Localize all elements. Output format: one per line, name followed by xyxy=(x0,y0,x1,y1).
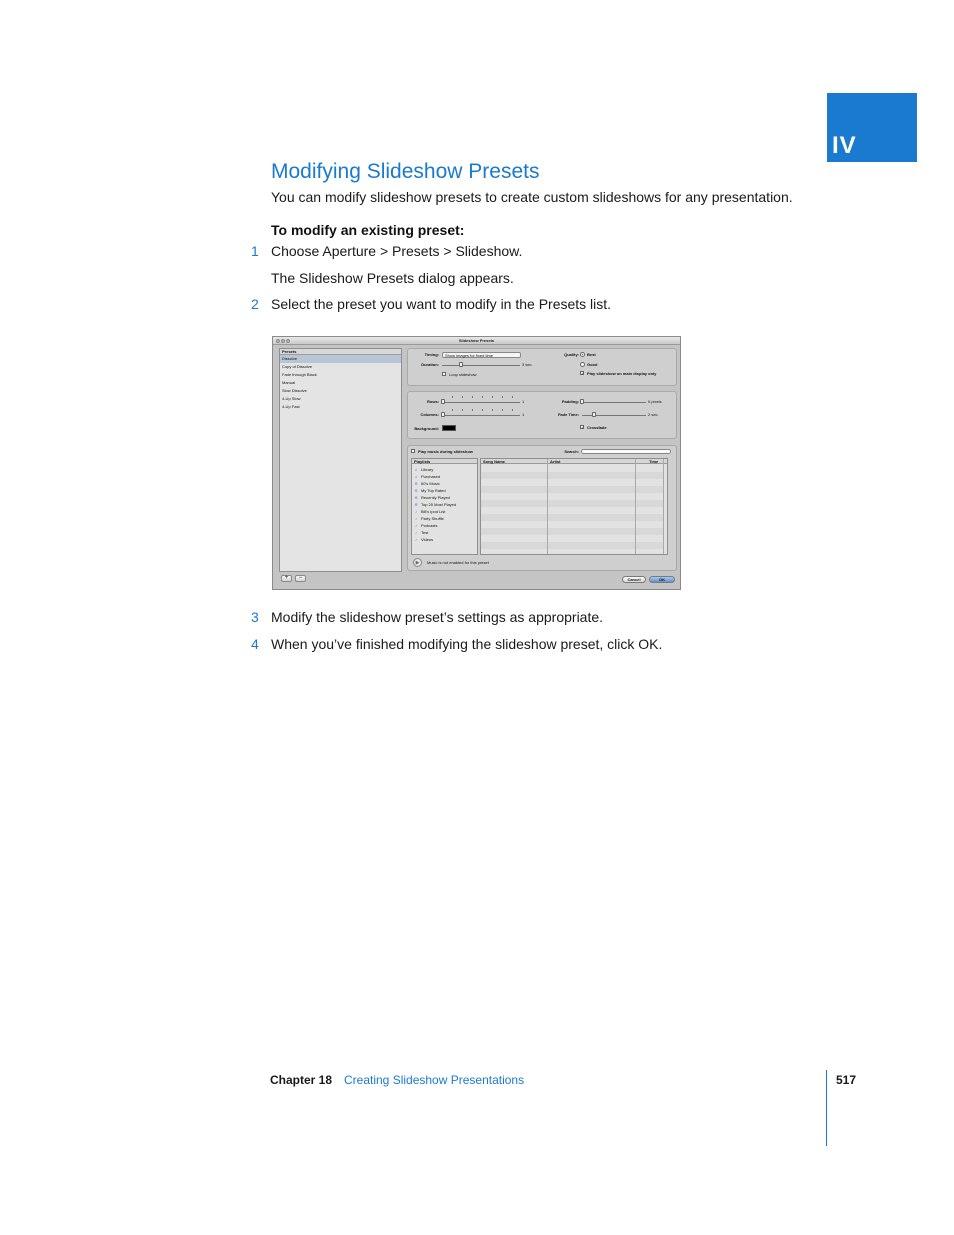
step-text: Select the preset you want to modify in the Presets list. xyxy=(271,296,612,312)
task-heading: To modify an existing preset: xyxy=(271,222,465,238)
playlist-name: My Top Rated xyxy=(421,488,446,493)
playlists-table xyxy=(411,458,478,555)
column-divider xyxy=(635,459,636,554)
footer-chapter: Chapter 18 xyxy=(270,1073,333,1087)
crossfade-label: Crossfade xyxy=(587,425,607,430)
smart-playlist-icon: ✲ xyxy=(414,502,418,507)
main-display-label: Play slideshow on main display only xyxy=(587,371,657,376)
intro-text: You can modify slideshow presets to create custom slideshows for any presentation. xyxy=(271,189,793,205)
slider-tick xyxy=(502,396,503,398)
time-column-header[interactable]: Time xyxy=(649,459,659,464)
dialog-title: Slideshow Presets xyxy=(458,338,495,343)
quality-best-radio[interactable] xyxy=(580,352,585,357)
preset-item[interactable]: Dissolve xyxy=(280,355,401,363)
step-number: 3 xyxy=(251,609,259,625)
dialog-titlebar xyxy=(273,337,680,345)
columns-label: Columns: xyxy=(420,412,439,417)
loop-checkbox[interactable] xyxy=(442,372,446,376)
step-text: When you’ve finished modifying the slideshow preset, click OK. xyxy=(271,636,663,652)
padding-slider-knob[interactable] xyxy=(580,399,584,404)
playlist-icon: ♪ xyxy=(415,509,417,514)
smart-playlist-icon: ✲ xyxy=(414,488,418,493)
duration-label: Duration: xyxy=(421,362,439,367)
playlists-header: Playlists xyxy=(412,459,477,464)
smart-playlist-icon: ✲ xyxy=(414,495,418,500)
timing-popup[interactable] xyxy=(442,352,521,358)
crossfade-checkbox[interactable]: ✓ xyxy=(581,425,585,430)
artist-column-header[interactable]: Artist xyxy=(550,459,561,464)
columns-slider[interactable] xyxy=(442,415,520,416)
presets-header: Presets xyxy=(280,349,401,355)
quality-good-radio[interactable] xyxy=(580,362,585,367)
songs-table xyxy=(480,458,668,555)
columns-slider-knob[interactable] xyxy=(441,412,445,417)
slider-tick xyxy=(452,409,453,411)
layout-panel xyxy=(407,391,677,439)
play-preview-button[interactable]: ▶ xyxy=(413,558,422,567)
preset-item[interactable]: Manual xyxy=(282,380,296,385)
slider-tick xyxy=(472,396,473,398)
playlist-name: 60's Music xyxy=(421,481,440,486)
rows-slider[interactable] xyxy=(442,402,520,403)
playlist-name: Videos xyxy=(421,537,434,542)
loop-label: Loop slideshow xyxy=(449,372,477,377)
music-panel xyxy=(407,445,677,571)
slider-tick xyxy=(452,396,453,398)
page-number: 517 xyxy=(836,1073,857,1087)
playlist-item[interactable] xyxy=(414,529,428,536)
playlist-item[interactable] xyxy=(414,536,433,543)
search-field[interactable] xyxy=(581,449,671,454)
background-color-well[interactable] xyxy=(442,425,456,431)
ok-button[interactable]: OK xyxy=(649,576,675,583)
quality-best-label: Best xyxy=(587,352,596,357)
fade-time-slider-knob[interactable] xyxy=(592,412,596,417)
play-music-checkbox[interactable] xyxy=(411,449,415,453)
column-divider xyxy=(547,459,548,554)
playlist-icon: ♪ xyxy=(415,523,417,528)
padding-value: 0 pixels xyxy=(648,399,662,404)
step-number: 4 xyxy=(251,636,259,652)
padding-label: Padding: xyxy=(561,399,579,404)
slider-tick xyxy=(462,409,463,411)
slider-tick xyxy=(502,409,503,411)
playlist-icon: ♪ xyxy=(415,537,417,542)
fade-time-value: 2 sec. xyxy=(648,412,659,417)
playlist-name: Top 25 Most Played xyxy=(421,502,457,507)
playlist-item[interactable] xyxy=(414,522,437,529)
slider-tick xyxy=(492,396,493,398)
smart-playlist-icon: ✲ xyxy=(414,481,418,486)
playlist-name: Bill's Ipod List xyxy=(421,509,446,514)
footer-divider xyxy=(826,1070,827,1146)
preset-item[interactable]: Slow Dissolve xyxy=(282,388,307,393)
song-name-column-header[interactable]: Song Name xyxy=(483,459,506,464)
step-number: 1 xyxy=(251,243,259,259)
rows-value: 1 xyxy=(522,399,525,404)
playlist-item[interactable] xyxy=(414,466,433,473)
duration-slider-knob[interactable] xyxy=(459,362,463,367)
playlist-item[interactable] xyxy=(414,501,456,508)
play-music-label: Play music during slideshow xyxy=(418,449,473,454)
playlist-name: Library xyxy=(421,467,434,472)
timing-panel xyxy=(407,348,677,386)
timing-value: Show images for fixed time xyxy=(445,353,494,358)
playlist-name: Test xyxy=(421,530,429,535)
quality-label: Quality: xyxy=(564,352,579,357)
playlist-item[interactable] xyxy=(414,473,440,480)
quality-good-label: Good xyxy=(587,362,598,367)
footer-chapter-title-link[interactable]: Creating Slideshow Presentations xyxy=(344,1073,525,1087)
step-text: Modify the slideshow preset’s settings as appropriate. xyxy=(271,609,604,625)
rows-slider-knob[interactable] xyxy=(441,399,445,404)
step-1-result: The Slideshow Presets dialog appears. xyxy=(271,270,514,286)
playlist-icon: ♪ xyxy=(415,516,417,521)
slideshow-presets-dialog xyxy=(272,336,681,590)
duration-slider[interactable] xyxy=(442,365,520,366)
playlist-item[interactable] xyxy=(414,508,445,515)
duration-value: 3 sec. xyxy=(522,362,533,367)
remove-preset-button[interactable]: − xyxy=(295,575,306,582)
preset-item[interactable]: Copy of Dissolve xyxy=(282,364,313,369)
presets-list xyxy=(279,348,402,572)
main-display-checkbox[interactable]: ✓ xyxy=(581,371,585,376)
columns-value: 1 xyxy=(522,412,525,417)
cancel-button[interactable]: Cancel xyxy=(622,576,646,583)
add-preset-button[interactable]: + xyxy=(281,575,292,582)
padding-slider[interactable] xyxy=(582,402,646,403)
preset-item[interactable]: Fade through Black xyxy=(282,372,317,377)
slider-tick xyxy=(492,409,493,411)
part-tab xyxy=(827,93,917,162)
part-label: IV xyxy=(832,132,857,159)
playlist-item[interactable] xyxy=(414,487,446,494)
playlist-icon: ♪ xyxy=(415,530,417,535)
preset-item[interactable]: 4-Up Slow xyxy=(282,396,301,401)
slider-tick xyxy=(472,409,473,411)
slider-tick xyxy=(462,396,463,398)
section-title: Modifying Slideshow Presets xyxy=(271,160,540,183)
step-number: 2 xyxy=(251,296,259,312)
timing-label: Timing: xyxy=(424,352,439,357)
playlist-item[interactable] xyxy=(414,494,450,501)
playlist-name: Party Shuffle xyxy=(421,516,444,521)
scrollbar-divider xyxy=(663,459,664,554)
search-label: Search: xyxy=(564,449,579,454)
playlist-item[interactable] xyxy=(414,480,440,487)
slider-tick xyxy=(482,396,483,398)
slider-tick xyxy=(512,396,513,398)
slider-tick xyxy=(482,409,483,411)
rows-label: Rows: xyxy=(427,399,439,404)
fade-time-label: Fade Time: xyxy=(557,412,579,417)
step-text: Choose Aperture > Presets > Slideshow. xyxy=(271,243,523,259)
music-icon: ♫ xyxy=(414,467,418,472)
slider-tick xyxy=(512,409,513,411)
playlist-item[interactable] xyxy=(414,515,444,522)
background-label: Background: xyxy=(414,426,439,431)
preset-item[interactable]: 4-Up Fast xyxy=(282,404,300,409)
music-icon: ♫ xyxy=(414,474,418,479)
music-status: Music is not enabled for this preset xyxy=(427,560,489,565)
playlist-name: Podcasts xyxy=(421,523,438,528)
playlist-name: Recently Played xyxy=(421,495,450,500)
playlist-name: Purchased xyxy=(421,474,441,479)
